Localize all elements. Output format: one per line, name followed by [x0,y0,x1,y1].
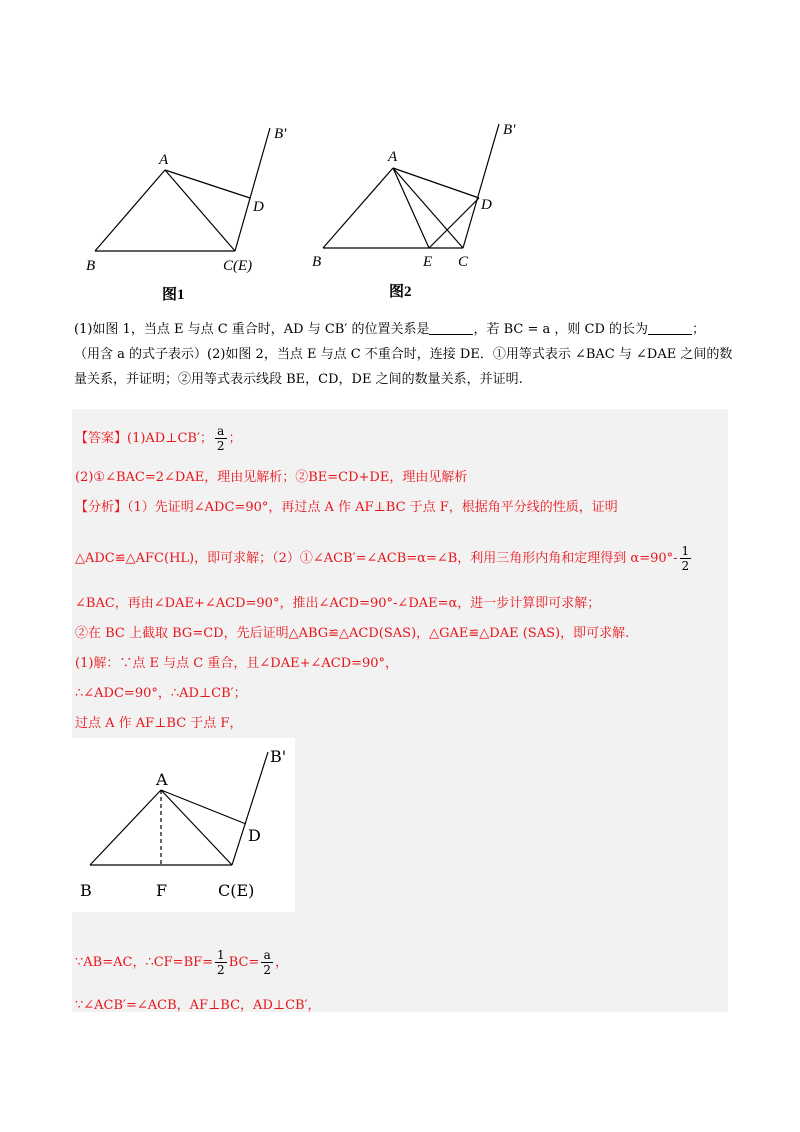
fig3-label-bprime: B' [270,747,287,766]
fig1-label-a: A [159,152,169,168]
fig2-label-a: A [388,149,398,165]
question-part-3: ； [692,322,706,337]
fig3-label-b: B [80,881,92,900]
fig3-label-d: D [248,826,261,845]
answer-blank-1 [429,320,473,335]
fig1-caption: 图1 [162,287,185,303]
fraction-1-over-2: $\frac{1}{2}$ [681,544,690,573]
fig2-label-b: B [312,254,322,270]
fraction-a-over-2: $\frac{a}{2}$ [216,424,225,453]
fig2-label-c: C [458,254,469,270]
answer-line-2: (2)①∠BAC=2∠DAE，理由见解析；②BE=CD+DE，理由见解析 [75,470,468,485]
fig3-label-a: A [156,770,168,789]
fig2-caption: 图2 [389,284,412,300]
fig2-label-d: D [481,197,492,213]
answer-line-1: 【答案】(1)AD⊥CB′； $\frac{a}{2}$ ； [75,424,242,453]
analysis-line-1: 【分析】（1）先证明∠ADC=90°，再过点 A 作 AF⊥BC 于点 F，根据角平分线的性质，证明 [75,500,618,515]
fraction-half: $\frac{1}{2}$ [217,948,225,977]
question-part-4: （用含 a 的式子表示）(2)如图 2，当点 E 与点 C 不重合时，连接 DE．①用等式表示 ∠BAC 与 ∠DAE 之间的数量关系，并证明；②用等式表示线段 BE，CD，DE 之间的数量关系，并证明. [74,347,733,387]
figure-3 [72,738,295,912]
fig2-label-bprime: B' [503,122,516,138]
analysis-line-3: ∠BAC，再由∠DAE+∠ACD=90°，推出∠ACD=90°-∠DAE=α，进一步计算即可求解； [75,596,601,611]
solution-line-5: ∵∠ACB′=∠ACB，AF⊥BC，AD⊥CB′， [75,998,321,1013]
fig2-label-e: E [423,254,433,270]
solution-line-3: 过点 A 作 AF⊥BC 于点 F， [75,716,243,731]
solution-line-4: ∵AB=AC，∴CF=BF= $\frac{1}{2}$ BC= $\frac{a}{2}$ ， [75,948,288,977]
question-part-1: (1)如图 1，当点 E 与点 C 重合时，AD 与 CB′ 的位置关系是 [74,322,430,337]
fraction-a-half: $\frac{a}{2}$ [263,948,271,977]
fig3-label-c: C(E) [218,881,255,900]
fig1-label-b: B [86,258,96,274]
fig1-label-d: D [253,199,264,215]
answer-label: 【答案】(1)AD⊥CB′； [75,431,213,446]
solution-line-1: (1)解：∵点 E 与点 C 重合，且∠DAE+∠ACD=90°， [75,656,399,671]
figure-2 [305,118,535,308]
question-part-2: ，若 BC = a ，则 CD 的长为 [473,322,649,337]
figure-1 [80,118,310,308]
analysis-line-2: △ADC≌△AFC(HL)，即可求解；（2）①∠ACB′=∠ACB=α=∠B，利用三角形内角和定理得到 α=90°- $\frac{1}{2}$ [75,544,690,573]
fig1-label-c: C(E) [223,258,253,274]
analysis-line-4: ②在 BC 上截取 BG=CD，先后证明△ABG≌△ACD(SAS)，△GAE≌△DAE (SAS)，即可求解. [75,626,630,641]
fig3-label-f: F [156,881,168,900]
solution-line-2: ∴∠ADC=90°，∴AD⊥CB′； [75,686,247,701]
answer-blank-2 [648,320,692,335]
question-text [74,317,734,392]
fig1-label-bprime: B' [274,126,287,142]
